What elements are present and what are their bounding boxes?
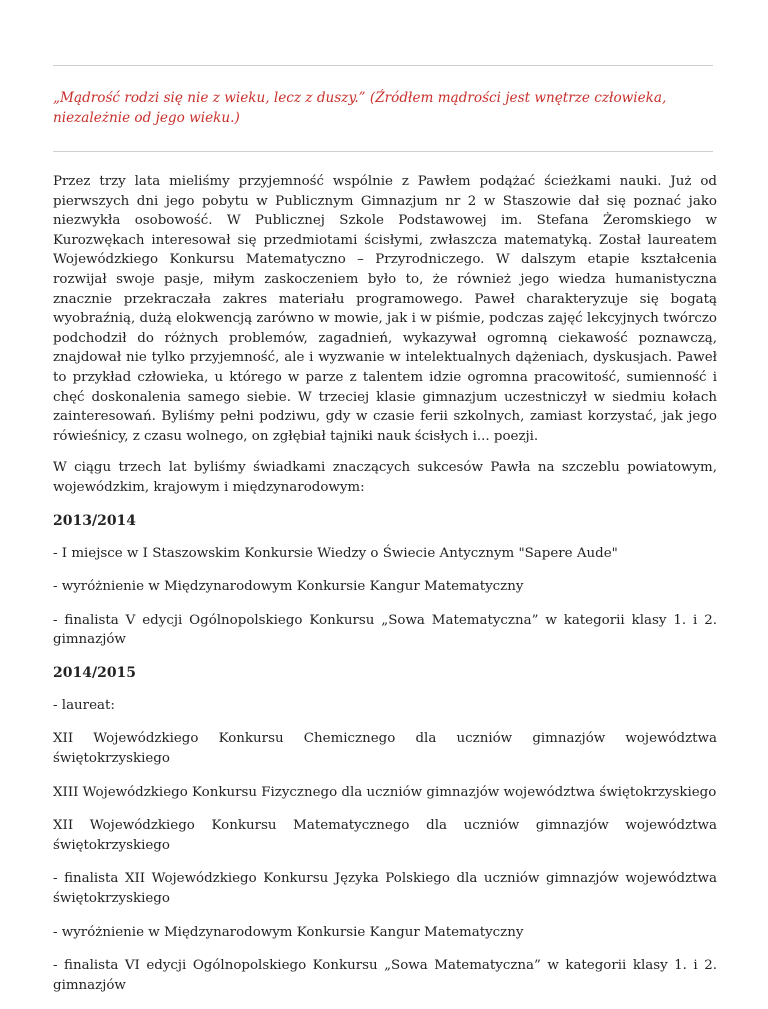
year-heading: 2013/2014 [53,512,137,529]
achievements-lead: W ciągu trzech lat byliśmy świadkami znaczących sukcesów Pawła na szczeblu powiatowym, wojewódzkim, krajowym i międzynarodowym: [53,460,717,495]
achievement-item: - wyróżnienie w Międzynarodowym Konkursie Kangur Matematyczny [53,924,524,940]
article-body [53,172,717,1009]
achievement-item: XIII Wojewódzkiego Konkursu Fizycznego dla uczniów gimnazjów województwa świętokrzyskiego [53,784,717,800]
intro-paragraph: Przez trzy lata mieliśmy przyjemność wspólnie z Pawłem podążać ścieżkami nauki. Już od pierwszych dni jego pobytu w Publicznym Gimnazjum nr 2 w Staszowie dał się poznać jako niezwykła osobowość. W Publicznej Szkole Podstawowej im. Stefana Żeromskiego w Kurozwękach interesował się przedmiotami ścisłymi, zwłaszcza matematyką. Został laureatem Wojewódzkiego Konkursu Matematyczno – Przyrodniczego. W dalszym etapie kształcenia rozwijał swoje pasje, miłym zaskoczeniem było to, że również jego wiedza humanistyczna znacznie przekraczała zakres materiału programowego. Paweł charakteryzuje się bogatą wyobraźnią, dużą elokwencją zarówno w mowie, jak i w piśmie, podczas zajęć lekcyjnych twórczo podchodził do różnych problemów, zagadnień, wykazywał ogromną ciekawość poznawczą, znajdował nie tylko przyjemność, ale i wyzwanie w intelektualnych dążeniach, dyskusjach. Paweł to przykład człowieka, u którego w parze z talentem idzie ogromna pracowitość, sumienność i chęć doskonalenia samego siebie. W trzeciej klasie gimnazjum uczestniczył w siedmiu kołach zainteresowań. Byliśmy pełni podziwu, gdy w czasie ferii szkolnych, zamiast korzystać, jak jego rówieśnicy, z czasu wolnego, on zgłębiał tajniki nauk ścisłych i... poezji. [53,174,717,444]
achievement-item: - laureat: [53,697,115,713]
quote-divider [53,151,713,152]
achievement-item: - finalista VI edycji Ogólnopolskiego Konkursu „Sowa Matematyczna” w kategorii klasy 1. i 2. gimnazjów [53,958,717,993]
year-heading: 2014/2015 [53,664,137,681]
achievement-item: - wyróżnienie w Międzynarodowym Konkursie Kangur Matematyczny [53,579,524,595]
quote: „Mądrość rodzi się nie z wieku, lecz z duszy.” (Źródłem mądrości jest wnętrze człowieka, niezależnie od jego wieku.) [53,90,667,126]
achievement-item: XII Wojewódzkiego Konkursu Chemicznego dla uczniów gimnazjów województwa świętokrzyskiego [53,731,717,767]
achievement-item: - I miejsce w I Staszowskim Konkursie Wiedzy o Świecie Antycznym "Sapere Aude" [53,545,618,561]
achievement-item: XII Wojewódzkiego Konkursu Matematycznego dla uczniów gimnazjów województwa świętokrzyskiego [53,818,717,853]
achievement-item: - finalista XII Wojewódzkiego Konkursu Języka Polskiego dla uczniów gimnazjów województwa świętokrzyskiego [53,871,717,907]
top-divider [53,65,713,66]
achievement-item: - finalista V edycji Ogólnopolskiego Konkursu „Sowa Matematyczna” w kategorii klasy 1. i 2. gimnazjów [53,612,717,648]
